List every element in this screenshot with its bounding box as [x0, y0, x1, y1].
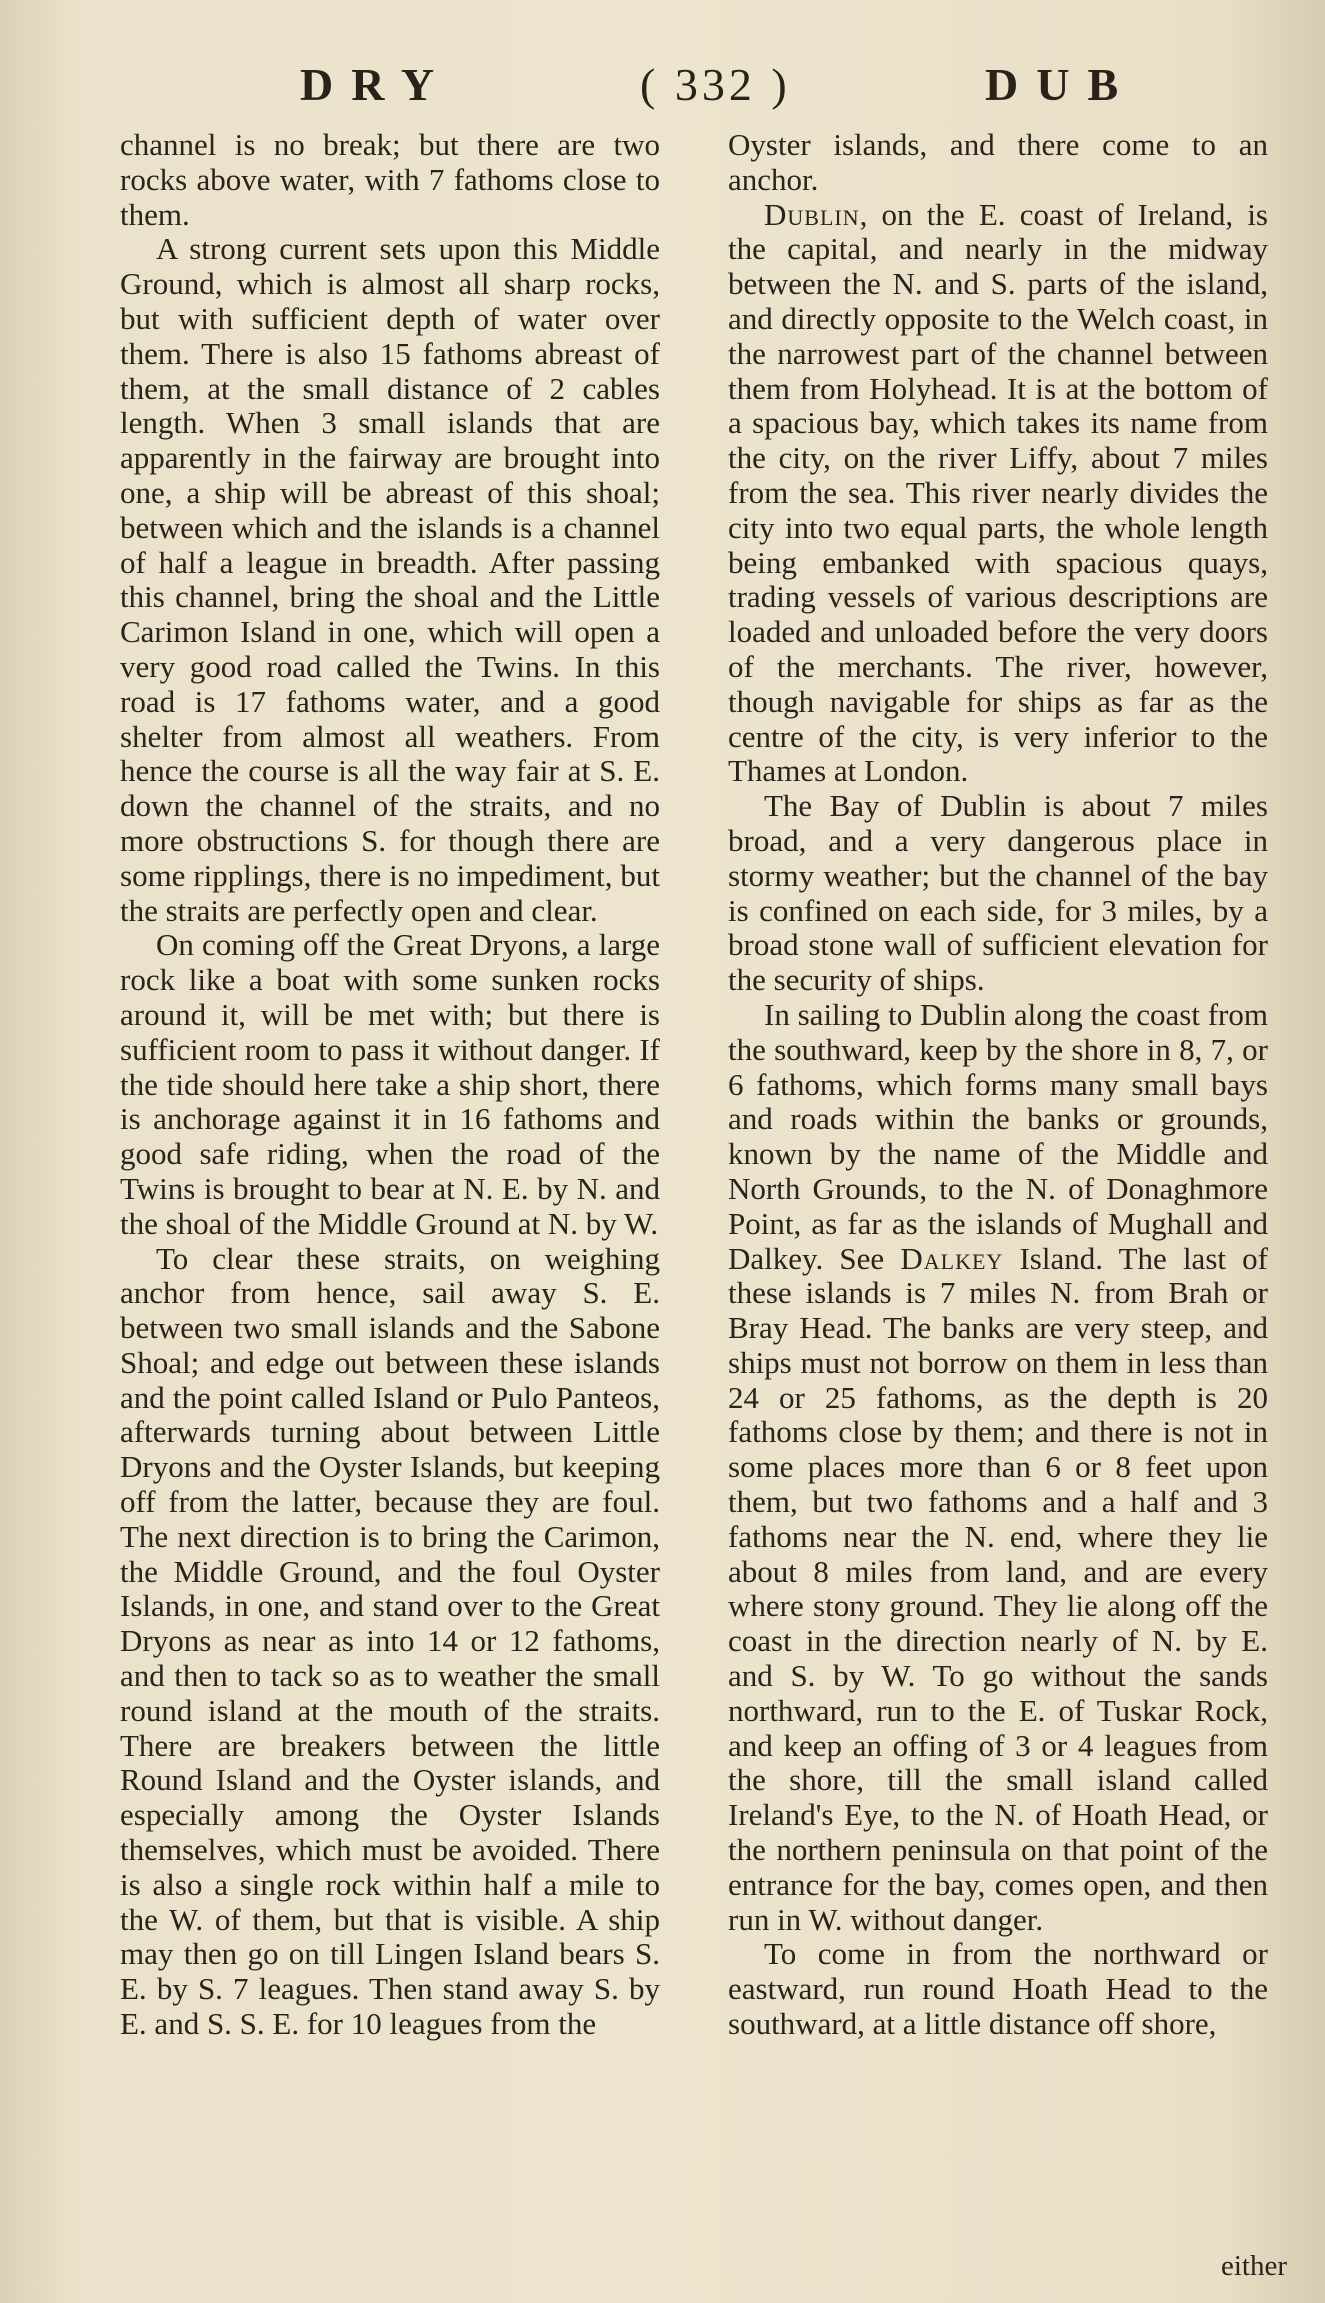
catchword: either	[1220, 2250, 1287, 2282]
entry-headword: Dublin	[764, 196, 860, 232]
paragraph	[728, 998, 1268, 1938]
running-head-left: DRY	[300, 59, 453, 110]
paragraph: The Bay of Dublin is about 7 miles broad, and a very dangerous place in stormy weather; but the channel of the bay is confined on each side, for 3 miles, by a broad stone wall of sufficient elevation for the security of ships.	[728, 788, 1268, 998]
entry-dublin	[728, 198, 1268, 790]
entry-text: , on the E. coast of Ireland, is the capital, and nearly in the midway between the N. and S. parts of the island, and directly opposite to the Welch coast, in the narrowest part of the channel between them from Holyhead. It is at the bottom of a spacious bay, which takes its name from the city, on the river Liffy, about 7 miles from the sea. This river nearly divides the city into two equal parts, the whole length being embanked with spacious quays, trading vessels of various descriptions are loaded and unloaded before the very doors of the merchants. The river, however, though navigable for ships as far as the centre of the city, is very inferior to the Thames at London.	[728, 196, 1268, 789]
paragraph-text: In sailing to Dublin along the coast from the southward, keep by the shore in 8, 7, or 6 fathoms, which forms many small bays and roads within the banks or grounds, known by the name of the Middle and North Grounds, to the N. of Donaghmore Point, as far as the islands of Mughall and Dalkey. See	[728, 996, 1268, 1276]
page-number: ( 332 )	[640, 59, 791, 110]
paragraph: On coming off the Great Dryons, a large rock like a boat with some sunken rocks around it, will be met with; but there is sufficient room to pass it without danger. If the tide should here take a ship short, there is anchorage against it in 16 fathoms and good safe riding, when the road of the Twins is brought to bear at N. E. by N. and the shoal of the Middle Ground at N. by W.	[120, 927, 660, 1241]
running-head-right: DUB	[985, 59, 1137, 110]
paragraph-text: Island. The last of these islands is 7 miles N. from Brah or Bray Head. The banks are very steep, and ships must not borrow on them in less than 24 or 25 fathoms, as the depth is 20 fathoms close by them; and there is not in some places more than 6 or 8 feet upon them, but two fathoms and a half and 3 fathoms near the N. end, where they lie about 8 miles from land, and are every where stony ground. They lie along off the coast in the direction nearly of N. by E. and S. by W. To go without the sands northward, run to the E. of Tuskar Rock, and keep an offing of 3 or 4 leagues from the shore, till the small island called Ireland's Eye, to the N. of Hoath Head, or the northern peninsula on that point of the entrance for the bay, comes open, and then run in W. without danger.	[728, 1240, 1268, 1937]
paragraph: channel is no break; but there are two rocks above water, with 7 fathoms close to them.	[120, 127, 660, 232]
left-column	[120, 128, 660, 2042]
cross-reference: Dalkey	[900, 1240, 1004, 1276]
paragraph: A strong current sets upon this Middle Ground, which is almost all sharp rocks, but with sufficient depth of water over them. There is also 15 fathoms abreast of them, at the small distance of 2 cables length. When 3 small islands that are apparently in the fairway are brought into one, a ship will be abreast of this shoal; between which and the islands is a channel of half a league in breadth. After passing this channel, bring the shoal and the Little Carimon Island in one, which will open a very good road called the Twins. In this road is 17 fathoms water, and a good shelter from almost all weathers. From hence the course is all the way fair at S. E. down the channel of the straits, and no more obstructions S. for though there are some ripplings, there is no impediment, but the straits are perfectly open and clear.	[120, 231, 660, 928]
paragraph: To clear these straits, on weighing anchor from hence, sail away S. E. between two small islands and the Sabone Shoal; and edge out between these islands and the point called Island or Pulo Panteos, afterwards turning about between Little Dryons and the Oyster Islands, but keeping off from the latter, because they are foul. The next direction is to bring the Carimon, the Middle Ground, and the foul Oyster Islands, in one, and stand over to the Great Dryons as near as into 14 or 12 fathoms, and then to tack so as to weather the small round island at the mouth of the straits. There are breakers between the little Round Island and the Oyster islands, and especially among the Oyster Islands themselves, which must be avoided. There is also a single rock within half a mile to the W. of them, but that is visible. A ship may then go on till Lingen Island bears S. E. by S. 7 leagues. Then stand away S. by E. and S. S. E. for 10 leagues from the	[120, 1240, 660, 2042]
paragraph: To come in from the northward or eastward, run round Hoath Head to the southward, at a little distance off shore,	[728, 1936, 1268, 2042]
right-column	[728, 128, 1268, 2042]
paragraph: Oyster islands, and there come to an anchor.	[728, 127, 1268, 197]
